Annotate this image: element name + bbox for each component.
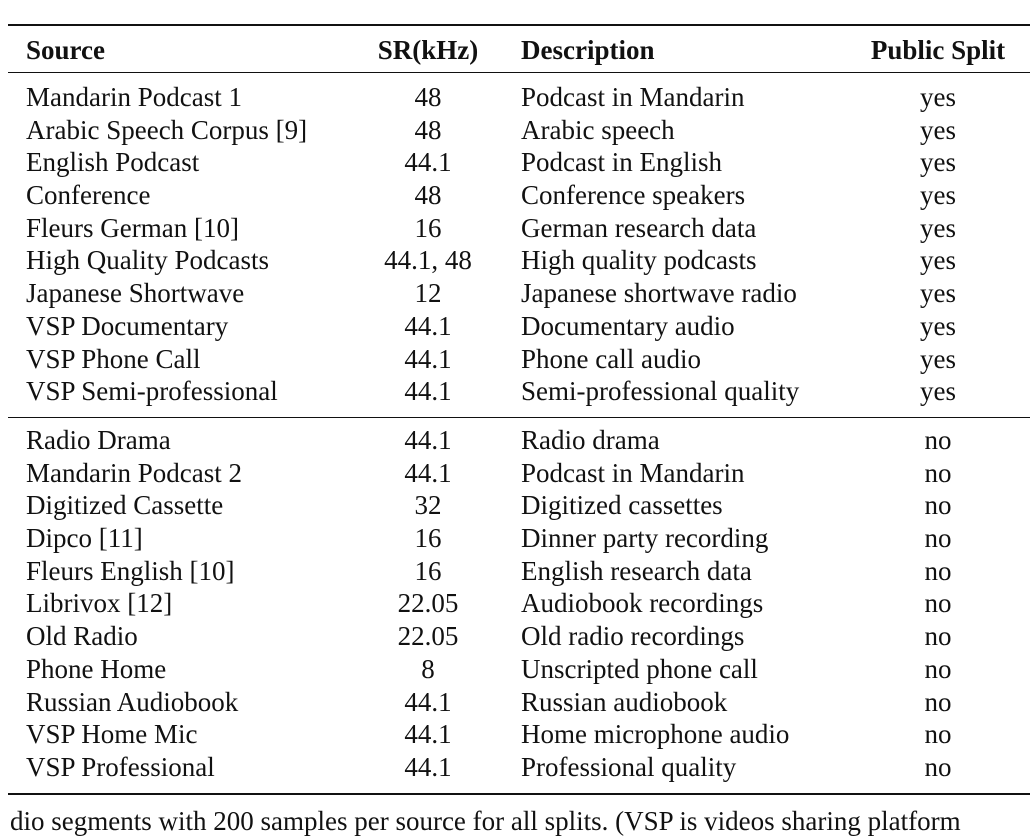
table-header-rule [8, 72, 1030, 73]
cell-public-split: yes [920, 212, 956, 243]
cell-sample-rate: 44.1 [404, 457, 452, 488]
cell-sample-rate: 44.1, 48 [384, 245, 472, 276]
cell-public-split: no [924, 588, 952, 619]
cell-description: Dinner party recording [521, 523, 769, 554]
cell-description: Professional quality [521, 751, 737, 782]
table-row [0, 555, 1031, 588]
cell-public-split: yes [920, 82, 956, 112]
cell-description: Phone call audio [521, 343, 701, 374]
cell-description: Conference speakers [521, 180, 746, 211]
cell-public-split: yes [920, 376, 956, 407]
table-row [0, 424, 1031, 457]
table-body-private [0, 424, 1031, 784]
table-bottom-rule [8, 793, 1030, 795]
header-description: Description [521, 35, 655, 65]
table-row [0, 277, 1031, 310]
cell-description: Old radio recordings [521, 621, 745, 652]
cell-description: Audiobook recordings [521, 588, 764, 619]
cell-description: Unscripted phone call [521, 653, 758, 684]
cell-public-split: no [924, 425, 952, 455]
cell-description: Documentary audio [521, 310, 735, 341]
cell-source: VSP Professional [26, 751, 215, 782]
header-public-split: Public Split [870, 35, 1006, 65]
table-row [0, 489, 1031, 522]
cell-source: Radio Drama [26, 425, 171, 455]
cell-public-split: no [924, 653, 952, 684]
table-row [0, 179, 1031, 212]
body-text-fragment: dio segments with 200 samples per source for all splits. (VSP is videos sharing platform [10, 806, 961, 836]
header-sample-rate: SR(kHz) [377, 35, 479, 65]
cell-description: Radio drama [521, 425, 660, 455]
table-row [0, 244, 1031, 277]
cell-source: Mandarin Podcast 2 [26, 457, 242, 488]
cell-sample-rate: 44.1 [404, 719, 452, 750]
cell-sample-rate: 44.1 [404, 343, 452, 374]
cell-description: Podcast in English [521, 147, 722, 178]
table-row [0, 375, 1031, 408]
table-header-row [0, 30, 1031, 70]
cell-sample-rate: 12 [414, 278, 442, 309]
table-row [0, 718, 1031, 751]
cell-public-split: yes [920, 245, 956, 276]
cell-description: Arabic speech [521, 114, 675, 145]
table-row [0, 751, 1031, 784]
cell-public-split: yes [920, 310, 956, 341]
cell-source: VSP Home Mic [26, 719, 198, 750]
cell-sample-rate: 44.1 [404, 425, 452, 455]
table-row [0, 522, 1031, 555]
cell-source: Japanese Shortwave [26, 278, 245, 309]
cell-public-split: yes [920, 278, 956, 309]
cell-source: Fleurs English [10] [26, 555, 235, 586]
cell-sample-rate: 44.1 [404, 147, 452, 178]
cell-source: Fleurs German [10] [26, 212, 239, 243]
table-row [0, 457, 1031, 490]
cell-public-split: no [924, 490, 952, 521]
cell-source: Russian Audiobook [26, 686, 239, 717]
cell-public-split: no [924, 686, 952, 717]
cell-public-split: no [924, 719, 952, 750]
cell-description: High quality podcasts [521, 245, 757, 276]
cell-source: VSP Semi-professional [26, 376, 278, 407]
cell-sample-rate: 16 [414, 523, 442, 554]
cell-source: Digitized Cassette [26, 490, 224, 521]
cell-source: Arabic Speech Corpus [9] [26, 114, 308, 145]
cell-source: VSP Phone Call [26, 343, 201, 374]
table-row [0, 343, 1031, 376]
cell-public-split: yes [920, 343, 956, 374]
cell-description: Japanese shortwave radio [521, 278, 797, 309]
cell-source: Old Radio [26, 621, 138, 652]
cell-public-split: no [924, 457, 952, 488]
cell-description: Podcast in Mandarin [521, 457, 745, 488]
header-source: Source [26, 35, 105, 65]
cell-description: Russian audiobook [521, 686, 728, 717]
cell-sample-rate: 48 [414, 114, 442, 145]
cell-description: Podcast in Mandarin [521, 82, 745, 112]
table-row [0, 212, 1031, 245]
table-row [0, 653, 1031, 686]
cell-sample-rate: 22.05 [397, 621, 459, 652]
cell-sample-rate: 44.1 [404, 686, 452, 717]
cell-description: German research data [521, 212, 757, 243]
cell-sample-rate: 16 [414, 212, 442, 243]
cell-source: Mandarin Podcast 1 [26, 82, 242, 112]
cell-source: Dipco [11] [26, 523, 143, 554]
cell-sample-rate: 48 [414, 180, 442, 211]
cell-source: Librivox [12] [26, 588, 173, 619]
cell-public-split: no [924, 751, 952, 782]
cell-description: Digitized cassettes [521, 490, 723, 521]
table-row [0, 587, 1031, 620]
cell-source: English Podcast [26, 147, 200, 178]
table-row [0, 620, 1031, 653]
cell-public-split: yes [920, 114, 956, 145]
table-row [0, 686, 1031, 719]
table-group-rule [8, 417, 1030, 418]
cell-description: Home microphone audio [521, 719, 790, 750]
cell-public-split: no [924, 523, 952, 554]
cell-sample-rate: 16 [414, 555, 442, 586]
table-row [0, 81, 1031, 114]
cell-sample-rate: 48 [414, 82, 442, 112]
cell-sample-rate: 8 [421, 653, 435, 684]
cell-description: English research data [521, 555, 752, 586]
cell-public-split: yes [920, 147, 956, 178]
cell-public-split: yes [920, 180, 956, 211]
cell-source: High Quality Podcasts [26, 245, 269, 276]
cell-description: Semi-professional quality [521, 376, 800, 407]
table-top-rule [8, 24, 1030, 26]
cell-source: VSP Documentary [26, 310, 229, 341]
cell-sample-rate: 44.1 [404, 310, 452, 341]
cell-source: Conference [26, 180, 151, 211]
table-row [0, 310, 1031, 343]
cell-sample-rate: 44.1 [404, 751, 452, 782]
cell-sample-rate: 32 [414, 490, 442, 521]
cell-source: Phone Home [26, 653, 167, 684]
table-row [0, 146, 1031, 179]
cell-sample-rate: 44.1 [404, 376, 452, 407]
table-body-public [0, 81, 1031, 408]
table-row [0, 114, 1031, 147]
cell-public-split: no [924, 555, 952, 586]
cell-sample-rate: 22.05 [397, 588, 459, 619]
cell-public-split: no [924, 621, 952, 652]
